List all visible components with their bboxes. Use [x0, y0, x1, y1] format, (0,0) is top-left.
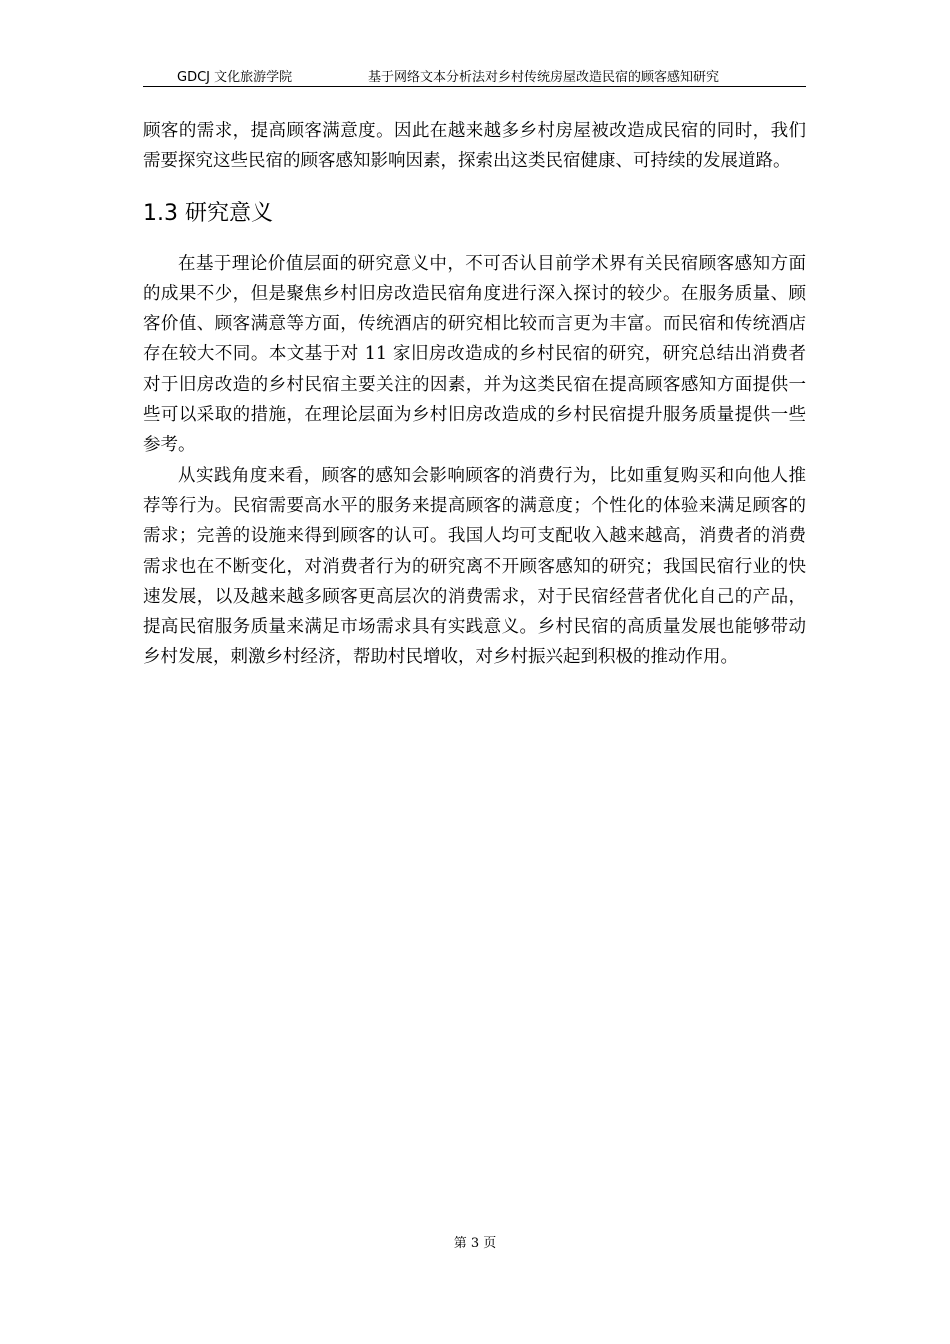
paragraph-theory: 在基于理论价值层面的研究意义中，不可否认目前学术界有关民宿顾客感知方面的成果不少，但是聚焦乡村旧房改造民宿角度进行深入探讨的较少。在服务质量、顾客价值、顾客满意等方面，传统酒店的研究相比较而言更为丰富。而民宿和传统酒店存在较大不同。本文基于对 11 家旧房改造成的乡村民宿的研究，研究总结出消费者对于旧房改造的乡村民宿主要关注的因素，并为这类民宿在提高顾客感知方面提供一些可以采取的措施，在理论层面为乡村旧房改造成的乡村民宿提升服务质量提供一些参考。 — [143, 253, 806, 456]
section-heading: 1.3 研究意义 — [143, 200, 273, 226]
page-header — [143, 64, 806, 87]
page-body — [143, 116, 806, 673]
paragraph-practice: 从实践角度来看，顾客的感知会影响顾客的消费行为，比如重复购买和向他人推荐等行为。民宿需要高水平的服务来提高顾客的满意度；个性化的体验来满足顾客的需求；完善的设施来得到顾客的认可。我国人均可支配收入越来越高，消费者的消费需求也在不断变化，对消费者行为的研究离不开顾客感知的研究；我国民宿行业的快速发展，以及越来越多顾客更高层次的消费需求，对于民宿经营者优化自己的产品，提高民宿服务质量来满足市场需求具有实践意义。乡村民宿的高质量发展也能够带动乡村发展，刺激乡村经济，帮助村民增收，对乡村振兴起到积极的推动作用。 — [143, 465, 806, 668]
intro-paragraph: 顾客的需求，提高顾客满意度。因此在越来越多乡村房屋被改造成民宿的同时，我们需要探究这些民宿的顾客感知影响因素，探索出这类民宿健康、可持续的发展道路。 — [143, 121, 806, 172]
header-paper-title: 基于网络文本分析法对乡村传统房屋改造民宿的顾客感知研究 — [368, 70, 720, 85]
header-institution: GDCJ 文化旅游学院 — [177, 70, 293, 85]
page-number: 第 3 页 — [453, 1236, 497, 1251]
